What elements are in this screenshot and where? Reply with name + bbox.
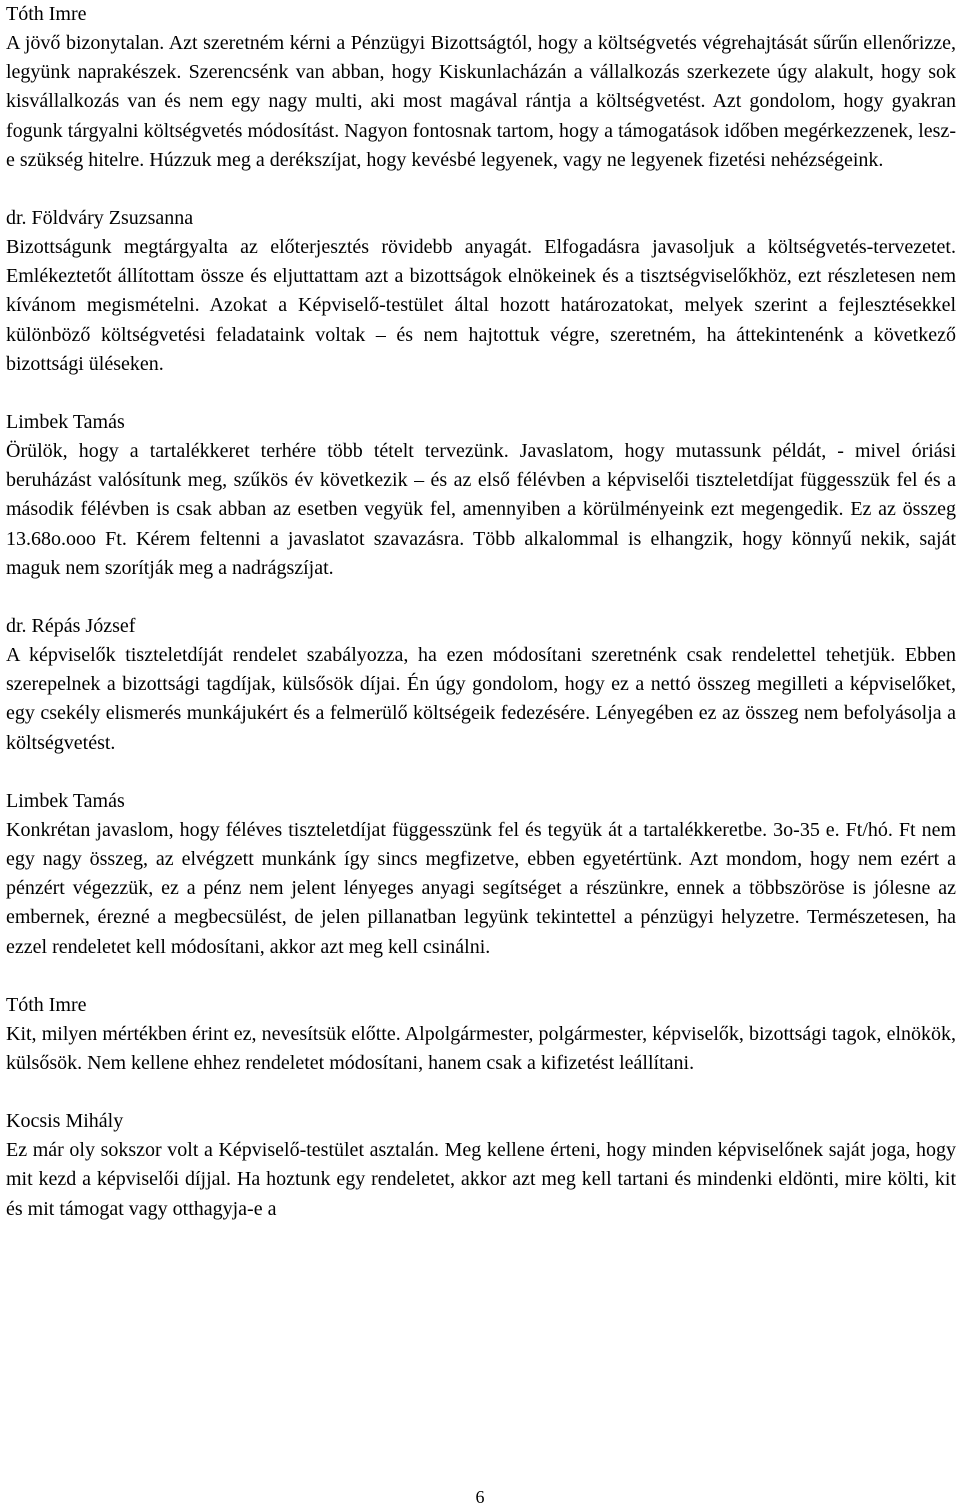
speaker-name: Limbek Tamás	[6, 789, 125, 812]
speech-text: Ez már oly sokszor volt a Képviselő-testület asztalán. Meg kellene érteni, hogy minden képviselőnek saját joga, hogy mit kezd a képviselői díjjal. Ha hoztunk egy rendeletet, akkor azt meg kell tartani és mindenki eldönti, mire költi, kit és mit támogat vagy otthagyja-e a	[6, 1139, 956, 1220]
speech-block	[6, 204, 956, 379]
speech-text: A jövő bizonytalan. Azt szeretném kérni a Pénzügyi Bizottságtól, hogy a költségvetés végrehajtását sűrűn ellenőrizze, legyünk naprakészek. Szerencsénk van abban, hogy Kiskunlacházán a vállalkozás szerkezete úgy alakult, hogy sok kisvállalkozás van és nem egy nagy multi, aki most magával rántja a költségvetést. Azt gondolom, hogy gyakran fogunk tárgyalni költségvetés módosítást. Nagyon fontosnak tartom, hogy a támogatások időben megérkezzenek, lesz-e szükség hitelre. Húzzuk meg a derékszíjat, hogy kevésbé legyenek, vagy ne legyenek fizetési nehézségeink.	[6, 32, 956, 171]
speaker-name: Limbek Tamás	[6, 411, 125, 434]
speech-block	[6, 612, 956, 758]
speaker-name: Tóth Imre	[6, 993, 87, 1016]
speech-block	[6, 408, 956, 583]
speaker-name: dr. Répás József	[6, 615, 136, 638]
speech-text: Bizottságunk megtárgyalta az előterjesztés rövidebb anyagát. Elfogadásra javasoljuk a költségvetés-tervezetet. Emlékeztetőt állítottam össze és eljuttattam azt a bizottságok elnökeinek és a tisztségviselőkhöz, ezt részletesen nem kívánom megismételni. Azokat a Képviselő-testület által hozott határozatokat, melyek szerint a fejlesztésekkel különböző költségvetési feladataink voltak – és nem hajtottuk végre, szeretném, ha áttekintenénk a következő bizottsági üléseken.	[6, 236, 956, 375]
speech-block	[6, 991, 956, 1078]
speaker-name: Tóth Imre	[6, 3, 87, 25]
speech-block	[6, 787, 956, 962]
speaker-name: dr. Földváry Zsuzsanna	[6, 207, 194, 230]
speech-text: Kit, milyen mértékben érint ez, nevesítsük előtte. Alpolgármester, polgármester, képviselők, bizottsági tagok, elnökök, külsősök. Nem kellene ehhez rendeletet módosítani, hanem csak a kifizetést leállítani.	[6, 1022, 956, 1075]
speech-text: A képviselők tiszteletdíját rendelet szabályozza, ha ezen módosítani szeretnénk csak rendelettel tehetjük. Ebben szerepelnek a bizottsági tagdíjak, külsősök díjai. Én úgy gondolom, hogy ez a nettó összeg megilleti a képviselőket, egy csekély elismerés munkájukért és a felmerülő költségeik fedezésére. Lényegében ez az összeg nem befolyásolja a költségvetést.	[6, 644, 956, 754]
speaker-name: Kocsis Mihály	[6, 1110, 124, 1133]
document-page	[6, 0, 956, 1253]
speech-block	[6, 0, 956, 175]
page-number: 6	[475, 1487, 485, 1507]
speech-text: Örülök, hogy a tartalékkeret terhére több tételt tervezünk. Javaslatom, hogy mutassunk példát, - mivel óriási beruházást valósítunk meg, szűkös év következik – és az első félévben a képviselői tiszteletdíjat függesszük fel és a második félévben is csak abban az esetben vegyük fel, amennyiben a körülményeink ezt megengedik. Ez az összeg 13.68o.ooo Ft. Kérem feltenni a javaslatot szavazásra. Több alkalommal is elhangzik, hogy könnyű nekik, saját maguk nem szorítják meg a nadrágszíjat.	[6, 440, 956, 579]
speech-block	[6, 1107, 956, 1224]
speech-text: Konkrétan javaslom, hogy féléves tiszteletdíjat függesszünk fel és tegyük át a tartalékkeretbe. 3o-35 e. Ft/hó. Ft nem egy nagy összeg, az elvégzett munkánk így sincs megfizetve, ebben egyetértünk. Azt mondom, hogy nem ezért a pénzért végezzük, ez a pénz nem jelent lényeges anyagi segítséget a részünkre, ennek a többszöröse is jólesne az embernek, érezné a megbecsülést, de jelen pillanatban legyünk tekintettel a pénzügyi helyzetre. Természetesen, ha ezzel rendeletet kell módosítani, akkor azt meg kell csinálni.	[6, 818, 956, 958]
